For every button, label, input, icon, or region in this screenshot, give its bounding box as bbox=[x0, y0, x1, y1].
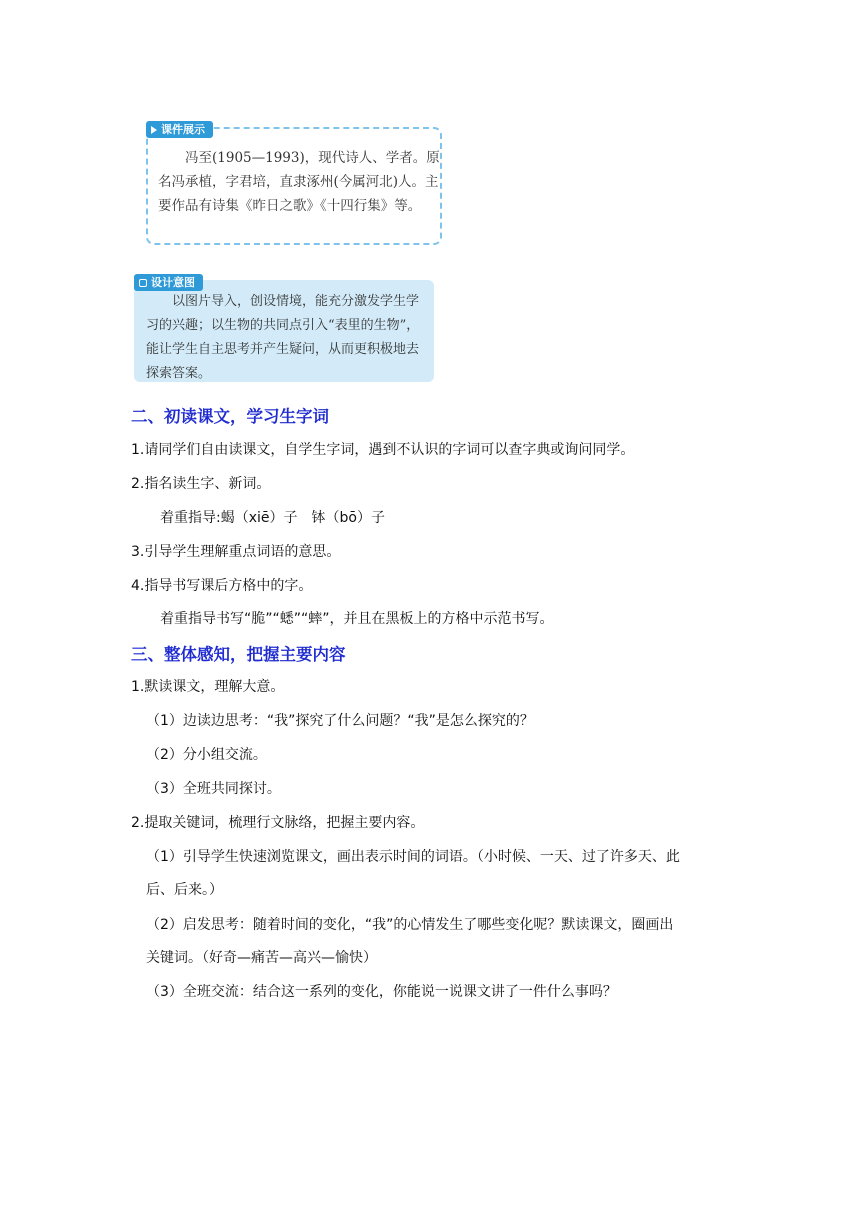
section2-item: 着重指导:蝎（xiē）子 钵（bō）子 bbox=[160, 510, 385, 526]
section2-item: 1.请同学们自由读课文，自学生字词，遇到不认识的字词可以查字典或询问同学。 bbox=[131, 442, 635, 458]
checkbox-icon bbox=[139, 279, 147, 287]
section2-heading: 二、初读课文，学习生字词 bbox=[131, 407, 329, 426]
section3-item: 2.提取关键词，梳理行文脉络，把握主要内容。 bbox=[131, 815, 425, 831]
section3-item: （2）启发思考：随着时间的变化，“我”的心情发生了哪些变化呢？默读课文，圈画出 bbox=[146, 917, 674, 933]
play-triangle-icon bbox=[151, 126, 157, 134]
section2-item: 4.指导书写课后方格中的字。 bbox=[131, 578, 313, 594]
section3-item: 后、后来。） bbox=[146, 882, 223, 898]
section3-heading: 三、整体感知，把握主要内容 bbox=[131, 645, 346, 664]
section3-item: （3）全班交流：结合这一系列的变化，你能说一说课文讲了一件什么事吗？ bbox=[146, 984, 617, 1000]
courseware-tag bbox=[146, 121, 213, 138]
design-text: 以图片导入，创设情境，能充分激发学生学习的兴趣；以生物的共同点引入“表里的生物”，能让学生自主思考并产生疑问，从而更积极地去探索答案。 bbox=[146, 294, 420, 381]
design-tag bbox=[134, 274, 203, 291]
section3-item: 关键词。（好奇—痛苦—高兴—愉快） bbox=[146, 950, 377, 966]
courseware-label: 课件展示 bbox=[161, 123, 205, 136]
section3-item: （1）边读边思考：“我”探究了什么问题？“我”是怎么探究的？ bbox=[146, 713, 534, 729]
section2-item: 着重指导书写“脆”“蟋”“蟀”，并且在黑板上的方格中示范书写。 bbox=[160, 611, 554, 627]
courseware-text: 冯至(1905—1993)，现代诗人、学者。原名冯承植，字君培，直隶涿州(今属河北)人。主要作品有诗集《昨日之歌》《十四行集》等。 bbox=[158, 150, 440, 214]
design-label: 设计意图 bbox=[151, 276, 195, 289]
section3-item: 1.默读课文，理解大意。 bbox=[131, 679, 285, 695]
section2-item: 3.引导学生理解重点词语的意思。 bbox=[131, 544, 341, 560]
section3-item: （3）全班共同探讨。 bbox=[146, 781, 281, 797]
section2-item: 2.指名读生字、新词。 bbox=[131, 476, 271, 492]
section3-item: （2）分小组交流。 bbox=[146, 747, 267, 763]
section3-item: （1）引导学生快速浏览课文，画出表示时间的词语。（小时候、一天、过了许多天、此 bbox=[146, 849, 680, 865]
